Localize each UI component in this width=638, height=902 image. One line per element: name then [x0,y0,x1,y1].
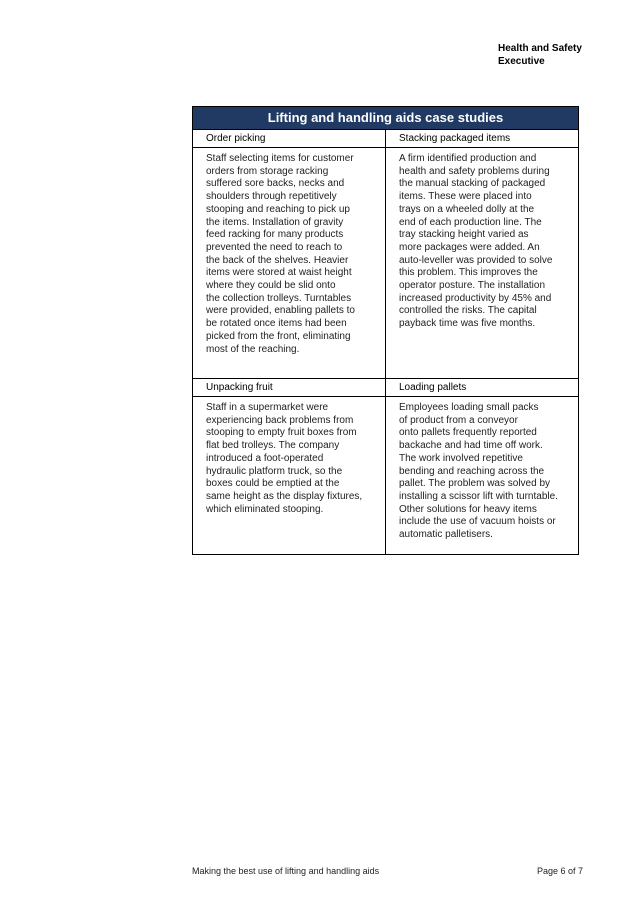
case-text-line: increased productivity by 45% and [399,292,552,304]
case-text-line: health and safety problems during [399,165,550,177]
case-body-loading-pallets [386,397,579,555]
case-text-line: hydraulic platform truck, so the [206,465,343,477]
case-text-line: more packages were added. An [399,241,540,253]
case-heading-loading-pallets: Loading pallets [386,379,579,397]
table-title-row [193,107,579,130]
case-text-line: the manual stacking of packaged [399,178,546,190]
case-heading-unpacking-fruit: Unpacking fruit [193,379,386,397]
case-text-line: picked from the front, eliminating [206,330,351,342]
case-text-line: the items. Installation of gravity [206,216,344,228]
case-text-line: of product from a conveyor [399,414,518,426]
case-text-line: suffered sore backs, necks and [206,178,345,190]
organisation-name-line-2: Executive [498,55,545,67]
case-studies-table [192,106,579,555]
case-text-line: pallet. The problem was solved by [399,478,551,490]
case-text-line: auto-leveller was provided to solve [399,254,553,266]
case-text-line: be rotated once items had been [206,318,347,330]
case-text-line: boxes could be emptied at the [206,478,340,490]
case-text-line: experiencing back problems from [206,414,354,426]
case-heading-stacking-packaged-items: Stacking packaged items [386,130,579,148]
case-text-line: operator posture. The installation [399,280,546,292]
footer-document-title: Making the best use of lifting and handling aids [192,866,380,876]
case-text-line: trays on a wheeled dolly at the [399,203,535,215]
case-text-line: The work involved repetitive [399,452,523,464]
table-title: Lifting and handling aids case studies [193,107,579,130]
case-text-line: Staff selecting items for customer [206,153,354,164]
table-body-row [193,397,579,555]
case-text-line: same height as the display fixtures, [206,490,363,502]
case-text-line: onto pallets frequently reported [399,427,537,439]
case-text-line: flat bed trolleys. The company [206,440,340,452]
case-text-line: introduced a foot-operated [206,452,324,464]
case-heading-order-picking: Order picking [193,130,386,148]
table-heading-row [193,130,579,148]
footer-page-number: Page 6 of 7 [537,866,584,876]
case-text-line: items were stored at waist height [206,267,352,279]
case-body-unpacking-fruit [193,397,386,555]
case-text-line: backache and had time off work. [399,440,543,452]
case-text-line: prevented the need to reach to [206,241,343,253]
case-text-line: the back of the shelves. Heavier [206,254,349,266]
case-text-line: were provided, enabling pallets to [206,305,355,317]
case-text-line: most of the reaching. [206,343,300,355]
case-text-line: where they could be slid onto [206,280,336,292]
case-text-line: end of each production line. The [399,216,542,228]
case-text-line: items. These were placed into [399,191,532,203]
case-text-line: this problem. This improves the [399,267,538,279]
organisation-name-line-1: Health and Safety [498,43,582,54]
case-body-order-picking [193,148,386,379]
case-body-stacking-packaged-items [386,148,579,379]
case-text-line: orders from storage racking [206,165,329,177]
case-text-line: payback time was five months. [399,318,536,330]
case-text-line: Employees loading small packs [399,402,539,413]
case-text-line: tray stacking height varied as [399,229,529,241]
case-text-line: Staff in a supermarket were [206,402,329,413]
case-text-line: the collection trolleys. Turntables [206,292,352,304]
case-text-line: stooping and reaching to pick up [206,203,350,215]
organisation-name [498,43,582,68]
case-text-line: which eliminated stooping. [206,503,324,515]
case-text-line: stooping to empty fruit boxes from [206,427,357,439]
case-text-line: bending and reaching across the [399,465,545,477]
case-text-line: controlled the risks. The capital [399,305,537,317]
case-text-line: shoulders through repetitively [206,191,337,203]
case-text-line: Other solutions for heavy items [399,503,537,515]
case-text-line: A firm identified production and [399,153,537,164]
case-text-line: feed racking for many products [206,229,344,241]
table-body-row [193,148,579,379]
table-heading-row [193,379,579,397]
case-text-line: include the use of vacuum hoists or [399,516,556,528]
case-text-line: automatic palletisers. [399,529,493,541]
case-text-line: installing a scissor lift with turntable. [399,490,558,502]
